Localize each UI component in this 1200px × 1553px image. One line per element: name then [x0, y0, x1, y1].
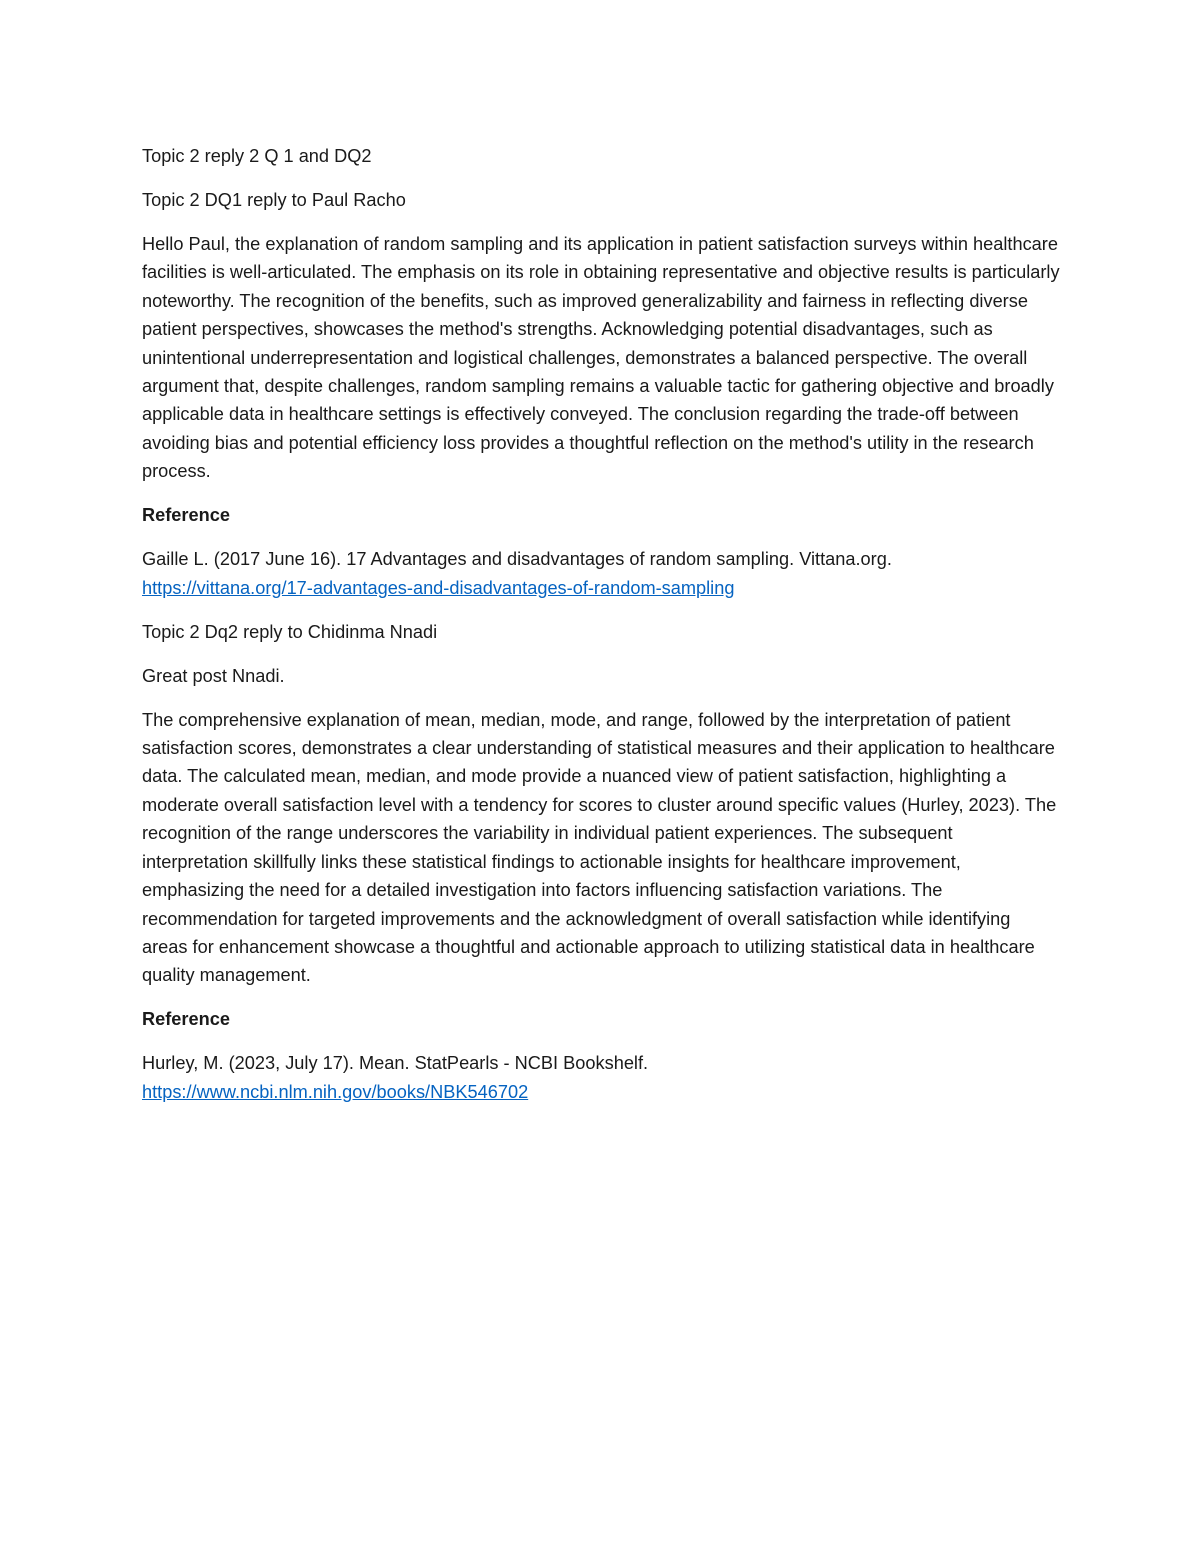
section1-subtitle: Topic 2 DQ1 reply to Paul Racho [142, 190, 406, 210]
section1-reference [142, 545, 1060, 602]
section1-reference-heading: Reference [142, 505, 230, 526]
document-page [142, 142, 1060, 1122]
section2-reference [142, 1049, 1060, 1106]
section1-reference-link[interactable]: https://vittana.org/17-advantages-and-disadvantages-of-random-sampling [142, 577, 735, 598]
section1-reference-text: Gaille L. (2017 June 16). 17 Advantages and disadvantages of random sampling. Vittana.org. [142, 549, 892, 570]
section2-reference-link[interactable]: https://www.ncbi.nlm.nih.gov/books/NBK546702 [142, 1081, 529, 1102]
section2-subtitle: Topic 2 Dq2 reply to Chidinma Nnadi [142, 621, 438, 642]
document-title: Topic 2 reply 2 Q 1 and DQ2 [142, 146, 372, 166]
section2-body: The comprehensive explanation of mean, median, mode, and range, followed by the interpretation of patient satisfaction scores, demonstrates a clear understanding of statistical measures and their application to healthcare data. The calculated mean, median, and mode provide a nuanced view of patient satisfaction, highlighting a moderate overall satisfaction level with a tendency for scores to cluster around specific values (Hurley, 2023). The recognition of the range underscores the variability in individual patient experiences. The subsequent interpretation skillfully links these statistical findings to actionable insights for healthcare improvement, emphasizing the need for a detailed investigation into factors influencing satisfaction variations. The recommendation for targeted improvements and the acknowledgment of overall satisfaction while identifying areas for enhancement showcase a thoughtful and actionable approach to utilizing statistical data in healthcare quality management. [142, 709, 1057, 986]
section2-reference-heading: Reference [142, 1009, 230, 1030]
section2-reference-text: Hurley, M. (2023, July 17). Mean. StatPearls - NCBI Bookshelf. [142, 1053, 649, 1074]
section1-body: Hello Paul, the explanation of random sampling and its application in patient satisfaction surveys within healthcare facilities is well-articulated. The emphasis on its role in obtaining representative and objective results is particularly noteworthy. The recognition of the benefits, such as improved generalizability and fairness in reflecting diverse patient perspectives, showcases the method's strengths. Acknowledging potential disadvantages, such as unintentional underrepresentation and logistical challenges, demonstrates a balanced perspective. The overall argument that, despite challenges, random sampling remains a valuable tactic for gathering objective and broadly applicable data in healthcare settings is effectively conveyed. The conclusion regarding the trade-off between avoiding bias and potential efficiency loss provides a thoughtful reflection on the method's utility in the research process. [142, 234, 1060, 482]
section2-greeting: Great post Nnadi. [142, 665, 285, 686]
